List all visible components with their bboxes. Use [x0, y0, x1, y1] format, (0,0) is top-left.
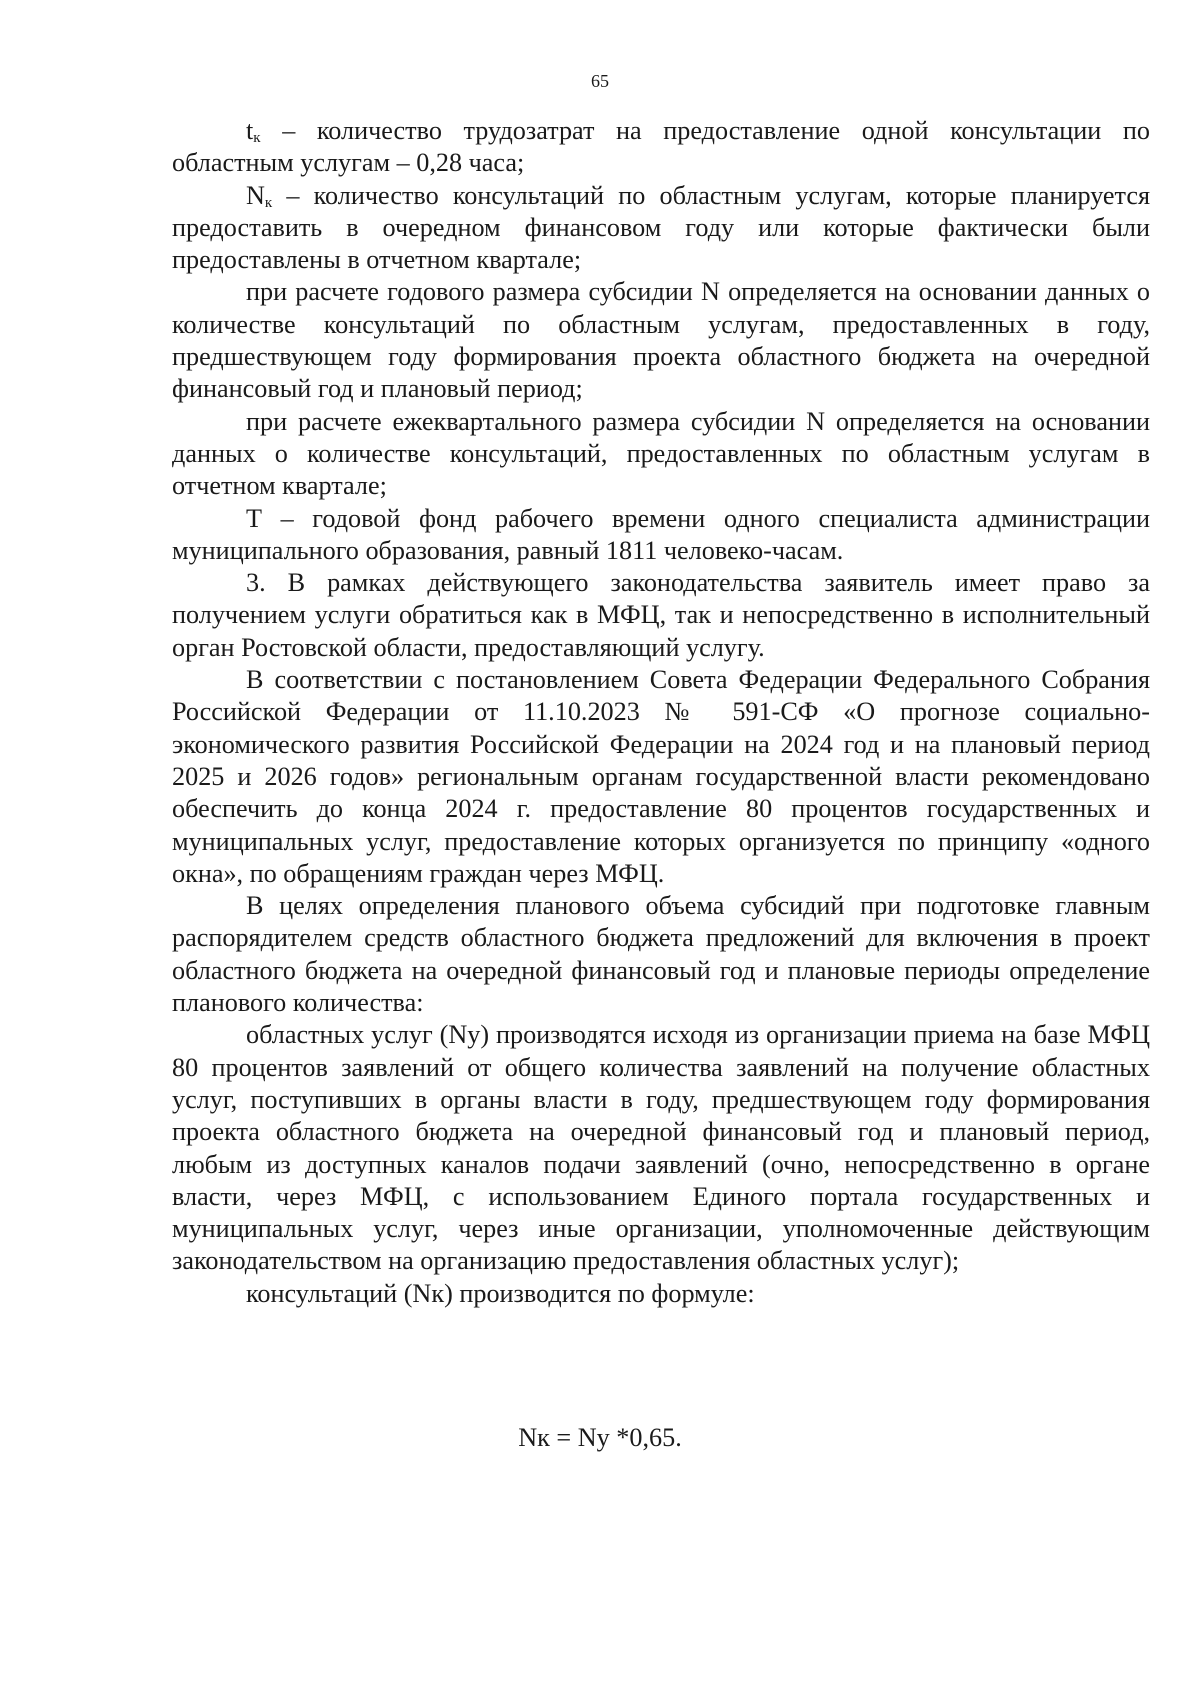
paragraph-consultations: консультаций (Nк) производится по формуле:: [246, 1278, 755, 1308]
page-number: 65: [591, 71, 609, 91]
symbol-n: N: [246, 180, 265, 210]
paragraph-federation-council: В соответствии с постановлением Совета Федерации Федерального Собрания Российской Федерации от 11.10.2023 № 591-СФ «О прогнозе социально-экономического развития Российской Федерации на 2024 год и на плановый период 2025 и 2026 годов» региональным органам государственной власти рекомендовано обеспечить до конца 2024 г. предоставление 80 процентов государственных и муниципальных услуг, предоставление которых организуется по принципу «одного окна», по обращениям граждан через МФЦ.: [172, 665, 1150, 888]
paragraph-quarterly-subsidy: при расчете ежеквартального размера субсидии N определяется на основании данных о количестве консультаций, предоставленных по областным услугам в отчетном квартале;: [172, 406, 1150, 501]
paragraph-regional-services: областных услуг (Nу) производятся исходя из организации приема на базе МФЦ 80 процентов заявлений от общего количества заявлений на получение областных услуг, поступивших в органы власти в году, предшествующем году формирования проекта областного бюджета на очередной финансовый год и плановый период, любым из доступных каналов подачи заявлений (очно, непосредственно в органе власти, через МФЦ, с использованием Единого портала государственных и муниципальных услуг, через иные организации, уполномоченные действующим законодательством на организацию предоставления областных услуг);: [172, 1020, 1150, 1276]
document-body: [172, 115, 1150, 1310]
subscript-k: к: [264, 194, 273, 211]
paragraph-text: – количество консультаций по областным услугам, которые планируется предоставить в очередном финансовом году или которые фактически были предоставлены в отчетном квартале;: [172, 180, 1150, 275]
subscript-k: к: [253, 130, 261, 146]
paragraph-item-3: 3. В рамках действующего законодательства заявитель имеет право за получением услуги обратиться как в МФЦ, так и непосредственно в исполнительный орган Ростовской области, предоставляющий услугу.: [172, 568, 1150, 662]
paragraph-text: – количество трудозатрат на предоставление одной консультации по областным услугам – 0,28 часа;: [172, 116, 1150, 178]
paragraph-tk-definition: [172, 115, 1150, 180]
paragraph-t-definition: Т – годовой фонд рабочего времени одного специалиста администрации муниципального образования, равный 1811 человеко-часам.: [172, 503, 1150, 565]
paragraph-planned-volume: В целях определения планового объема субсидий при подготовке главным распорядителем средств областного бюджета предложений для включения в проект областного бюджета на очередной финансовый год и плановые периоды определение планового количества:: [172, 891, 1150, 1018]
paragraph-annual-subsidy: при расчете годового размера субсидии N определяется на основании данных о количестве консультаций по областным услугам, предоставленных в году, предшествующем году формирования проекта областного бюджета на очередной финансовый год и плановый период;: [172, 277, 1150, 404]
symbol-t: t: [246, 116, 254, 145]
paragraph-nk-definition: [172, 180, 1150, 277]
formula: Nк = Nу *0,65.: [518, 1423, 682, 1452]
